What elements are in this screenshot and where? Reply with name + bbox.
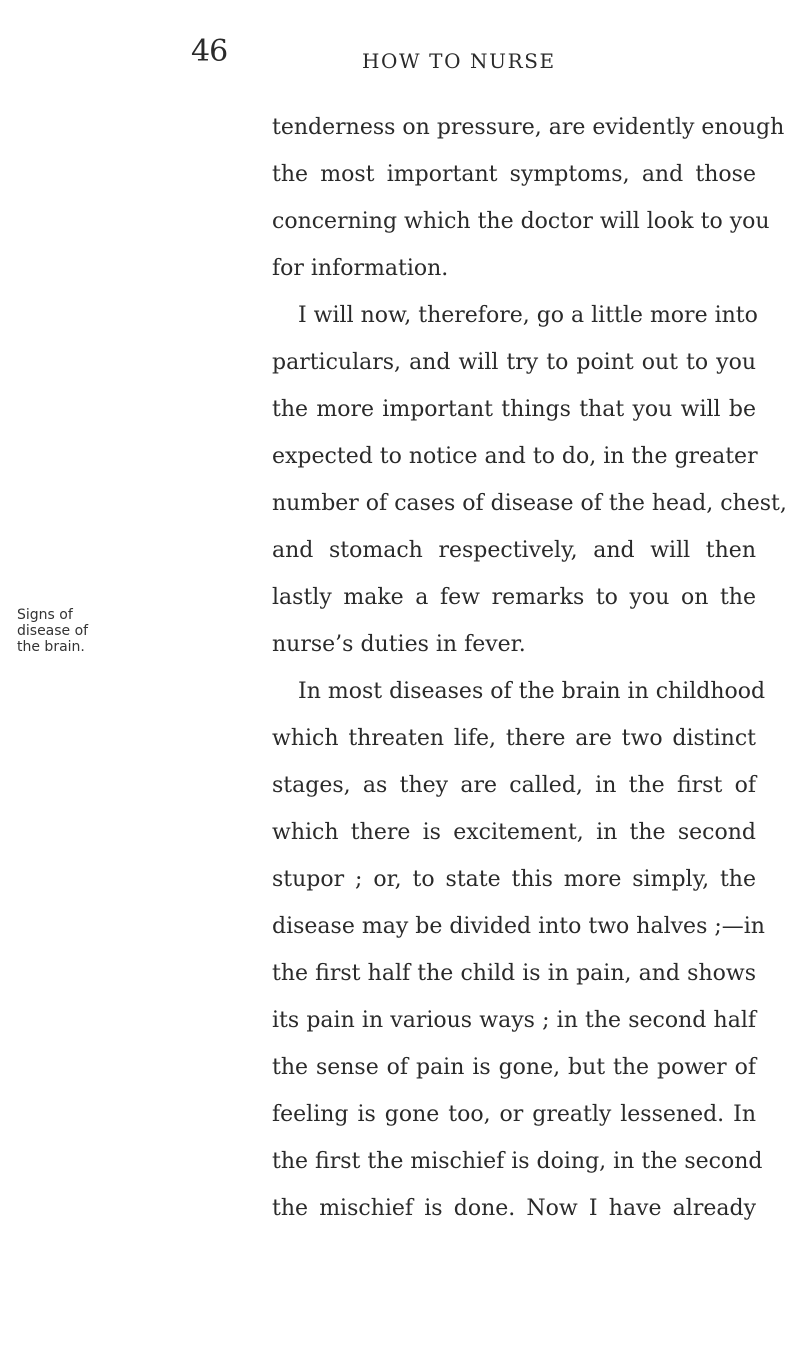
margin-note-line: the brain. (17, 639, 85, 655)
text-line: particulars, and will try to point out to you (272, 350, 756, 375)
text-line: stupor ; or, to state this more simply, the (272, 867, 756, 892)
page-number: 46 (191, 34, 228, 69)
margin-note-line: disease of (17, 623, 89, 639)
text-line: which there is excitement, in the second (272, 820, 756, 845)
text-line: number of cases of disease of the head, chest, (272, 491, 787, 516)
text-line: disease may be divided into two halves ;—in (272, 914, 765, 939)
text-line: lastly make a few remarks to you on the (272, 585, 756, 610)
text-line: concerning which the doctor will look to you (272, 209, 770, 234)
text-line: the most important symptoms, and those (272, 162, 756, 187)
text-line: tenderness on pressure, are evidently enough (272, 115, 785, 140)
text-line: the sense of pain is gone, but the power of (272, 1055, 756, 1080)
margin-note (17, 607, 87, 655)
text-line: the mischief is done. Now I have already (272, 1196, 756, 1221)
text-line: the more important things that you will be (272, 397, 756, 422)
text-line: I will now, therefore, go a little more into (298, 303, 758, 328)
body-text (272, 104, 787, 1232)
running-head: HOW TO NURSE (362, 49, 556, 73)
text-line: stages, as they are called, in the first of (272, 773, 756, 798)
text-line: feeling is gone too, or greatly lessened. In (272, 1102, 756, 1127)
text-line: for information. (272, 256, 449, 281)
margin-note-line: Signs of (17, 607, 73, 623)
text-line: the first half the child is in pain, and shows (272, 961, 756, 986)
text-line: expected to notice and to do, in the greater (272, 444, 758, 469)
text-line: which threaten life, there are two distinct (272, 726, 756, 751)
text-line: and stomach respectively, and will then (272, 538, 756, 563)
text-line: In most diseases of the brain in childhood (298, 679, 766, 704)
text-line: nurse’s duties in fever. (272, 632, 526, 657)
text-line: its pain in various ways ; in the second half (272, 1008, 756, 1033)
text-line: the first the mischief is doing, in the second (272, 1149, 763, 1174)
